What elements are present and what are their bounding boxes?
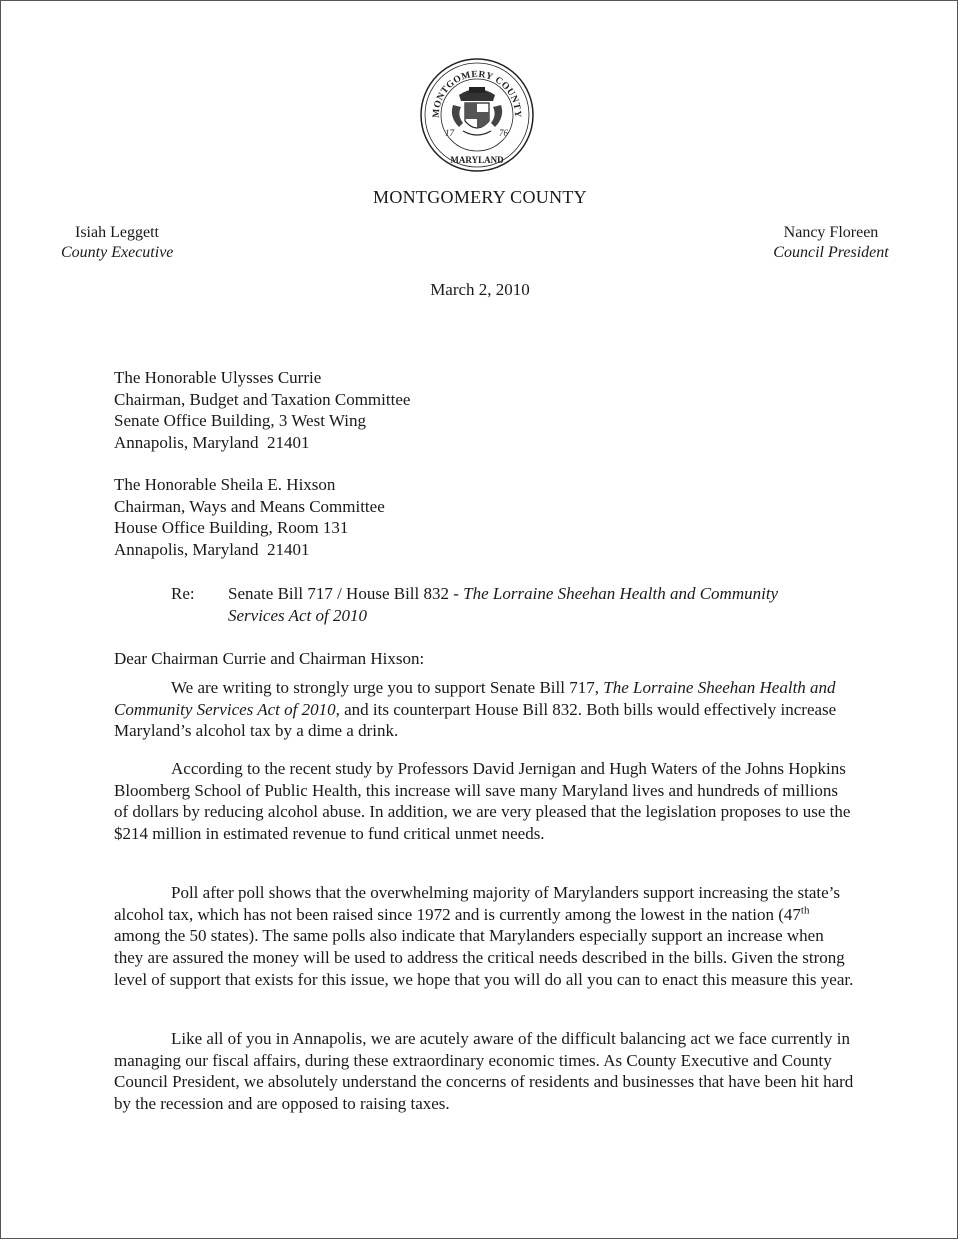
- county-seal-logo: [419, 57, 535, 173]
- paragraph-text: According to the recent study by Professors David Jernigan and Hugh Waters of the Johns Hopkins Bloomberg School of Public Health, this increase will save many Maryland lives and hundreds of millions of dollars by reducing alcohol abuse. In addition, we are very pleased that the legislation proposes to use the $214 million in estimated revenue to fund critical unmet needs.: [114, 759, 851, 844]
- county-executive-title: County Executive: [61, 244, 174, 261]
- paragraph-text: We are writing to strongly urge you to support Senate Bill 717,: [171, 678, 604, 697]
- act-title-italic: The Lorraine Sheehan Health and Community Services Act of 2010: [114, 678, 836, 719]
- address-line: Senate Office Building, 3 West Wing: [114, 411, 366, 431]
- seal-bottom-text: MARYLAND: [450, 155, 504, 165]
- ordinal-superscript: th: [800, 904, 810, 917]
- subject-act-title: The Lorraine Sheehan Health and Community Services Act of 2010: [228, 584, 779, 625]
- address-line: The Honorable Sheila E. Hixson: [114, 475, 336, 494]
- paragraph-text: Like all of you in Annapolis, we are acutely aware of the difficult balancing act we face currently in managing our fiscal affairs, during these extraordinary economic times. As County Executive and County Council President, we absolutely understand the concerns of residents and businesses that have been hit hard by the recession and are opposed to raising taxes.: [114, 1029, 854, 1114]
- county-executive-name: Isiah Leggett: [75, 224, 159, 241]
- letter-date: March 2, 2010: [430, 280, 530, 299]
- paragraph-text: Poll after poll shows that the overwhelming majority of Marylanders support increasing the state’s alcohol tax, which has not been raised since 1972 and is currently among the lowest in the nation (47: [114, 883, 840, 924]
- addressee-block-currie: [114, 367, 410, 454]
- seal-year-right: 76: [499, 128, 508, 138]
- council-president-block: [731, 223, 931, 263]
- paragraph-text: among the 50 states). The same polls also indicate that Marylanders especially support an increase when they are assured the money will be used to address the critical needs described in the bills. Given the strong level of support that exists for this issue, we hope that you will do all you can to enact this measure this year.: [114, 926, 854, 989]
- address-line: The Honorable Ulysses Currie: [114, 368, 322, 387]
- address-line: Annapolis, Maryland 21401: [114, 540, 310, 560]
- seal-ring-top-text: MONTGOMERY COUNTY: [431, 69, 523, 119]
- subject-label: Re:: [171, 584, 195, 603]
- paragraph-text: , and its counterpart House Bill 832. Both bills would effectively increase Maryland’s alcohol tax by a dime a drink.: [114, 699, 837, 741]
- letterhead-county: MONTGOMERY COUNTY: [373, 187, 587, 207]
- addressee-block-hixson: [114, 474, 385, 561]
- council-president-name: Nancy Floreen: [783, 224, 879, 241]
- body-paragraph-1: [114, 677, 854, 742]
- subject-bills: Senate Bill 717 / House Bill 832 -: [228, 584, 464, 603]
- seal-year-left: 17: [445, 128, 454, 138]
- address-line: House Office Building, Room 131: [114, 518, 349, 538]
- body-paragraph-3: [114, 882, 854, 991]
- county-executive-block: [61, 223, 261, 263]
- address-line: Chairman, Ways and Means Committee: [114, 496, 385, 516]
- body-paragraph-2: [114, 758, 854, 845]
- subject-text: [228, 583, 788, 627]
- address-line: Annapolis, Maryland 21401: [114, 433, 310, 453]
- address-line: Chairman, Budget and Taxation Committee: [114, 389, 411, 409]
- council-president-title: Council President: [773, 244, 889, 261]
- salutation: Dear Chairman Currie and Chairman Hixson:: [114, 649, 425, 668]
- body-paragraph-4: [114, 1028, 854, 1115]
